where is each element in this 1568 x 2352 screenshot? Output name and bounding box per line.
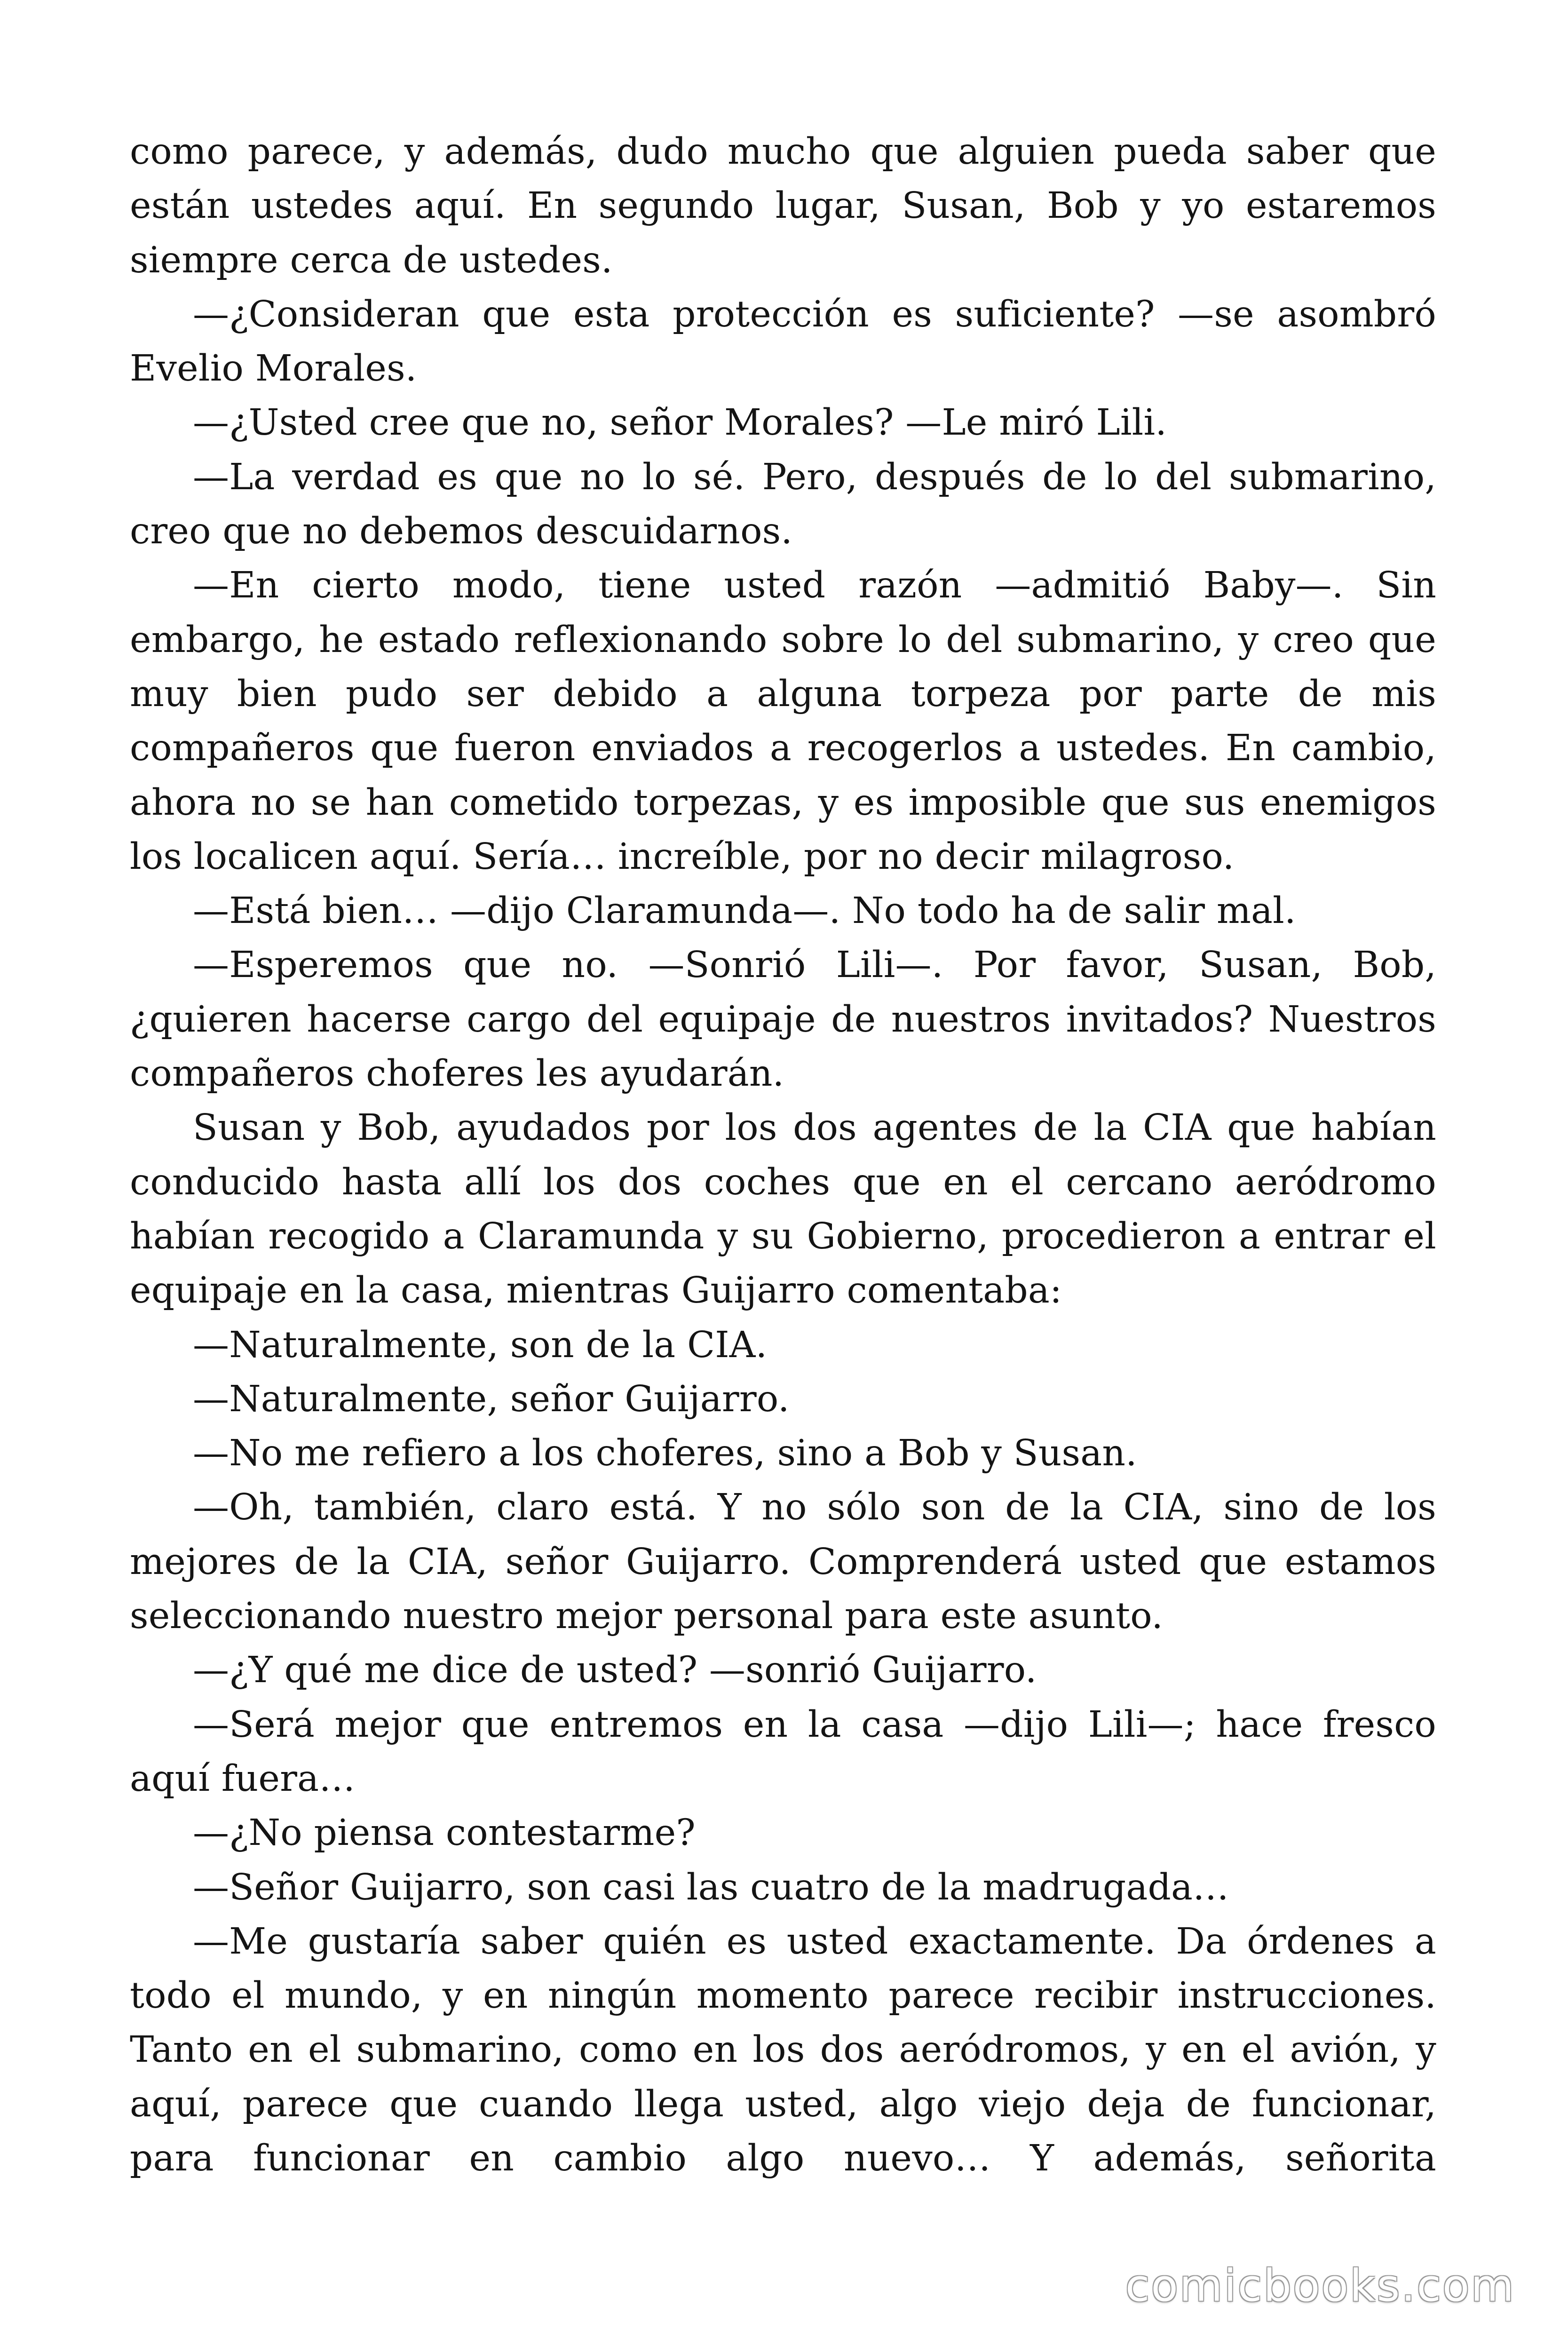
paragraph: Susan y Bob, ayudados por los dos agentes de la CIA que habían conducido hasta allí los dos coches que en el cercano aeródromo habían recogido a Claramunda y su Gobierno, procedieron a entrar el equipaje en la casa, mientras Guijarro comentaba: xyxy=(130,1107,1436,1312)
paragraph: —No me refiero a los choferes, sino a Bob y Susan. xyxy=(193,1432,1137,1475)
paragraph: —¿Y qué me dice de usted? —sonrió Guijarro. xyxy=(193,1649,1037,1692)
paragraph: —Naturalmente, son de la CIA. xyxy=(193,1324,768,1366)
paragraph: —Será mejor que entremos en la casa —dijo Lili—; hace fresco aquí fuera… xyxy=(130,1703,1436,1800)
paragraph: como parece, y además, dudo mucho que alguien pueda saber que están ustedes aquí. En segundo lugar, Susan, Bob y yo estaremos siempre cerca de ustedes. xyxy=(130,131,1436,281)
paragraph: —En cierto modo, tiene usted razón —admitió Baby—. Sin embargo, he estado reflexionando sobre lo del submarino, y creo que muy bien pudo ser debido a alguna torpeza por parte de mis compañeros que fueron enviados a recogerlos a ustedes. En cambio, ahora no se han cometido torpezas, y es imposible que sus enemigos los localicen aquí. Sería… increíble, por no decir milagroso. xyxy=(130,564,1436,878)
paragraph: —Oh, también, claro está. Y no sólo son de la CIA, sino de los mejores de la CIA, señor Guijarro. Comprenderá usted que estamos seleccionando nuestro mejor personal para este asunto. xyxy=(130,1486,1436,1637)
paragraph: —Me gustaría saber quién es usted exactamente. Da órdenes a todo el mundo, y en ningún momento parece recibir instrucciones. Tanto en el submarino, como en los dos aeródromos, y en el avión, y aquí, parece que cuando llega usted, algo viejo deja de funcionar, para funcionar en cambio algo nuevo… Y además, señorita xyxy=(130,1920,1436,2179)
paragraph: —¿Usted cree que no, señor Morales? —Le miró Lili. xyxy=(193,402,1167,444)
paragraph: —Está bien… —dijo Claramunda—. No todo ha de salir mal. xyxy=(193,890,1296,932)
paragraph: —Naturalmente, señor Guijarro. xyxy=(193,1378,790,1420)
paragraph: —¿No piensa contestarme? xyxy=(193,1812,696,1854)
paragraph: —La verdad es que no lo sé. Pero, después de lo del submarino, creo que no debemos descuidarnos. xyxy=(130,456,1436,553)
paragraph: —¿Consideran que esta protección es suficiente? —se asombró Evelio Morales. xyxy=(130,293,1436,390)
watermark-logo: comicbooks.com xyxy=(1125,2260,1515,2312)
paragraph: —Señor Guijarro, son casi las cuatro de la madrugada… xyxy=(193,1866,1229,1908)
paragraph: —Esperemos que no. —Sonrió Lili—. Por favor, Susan, Bob, ¿quieren hacerse cargo del equipaje de nuestros invitados? Nuestros compañeros choferes les ayudarán. xyxy=(130,944,1436,1095)
page-body-text xyxy=(130,125,1436,2185)
